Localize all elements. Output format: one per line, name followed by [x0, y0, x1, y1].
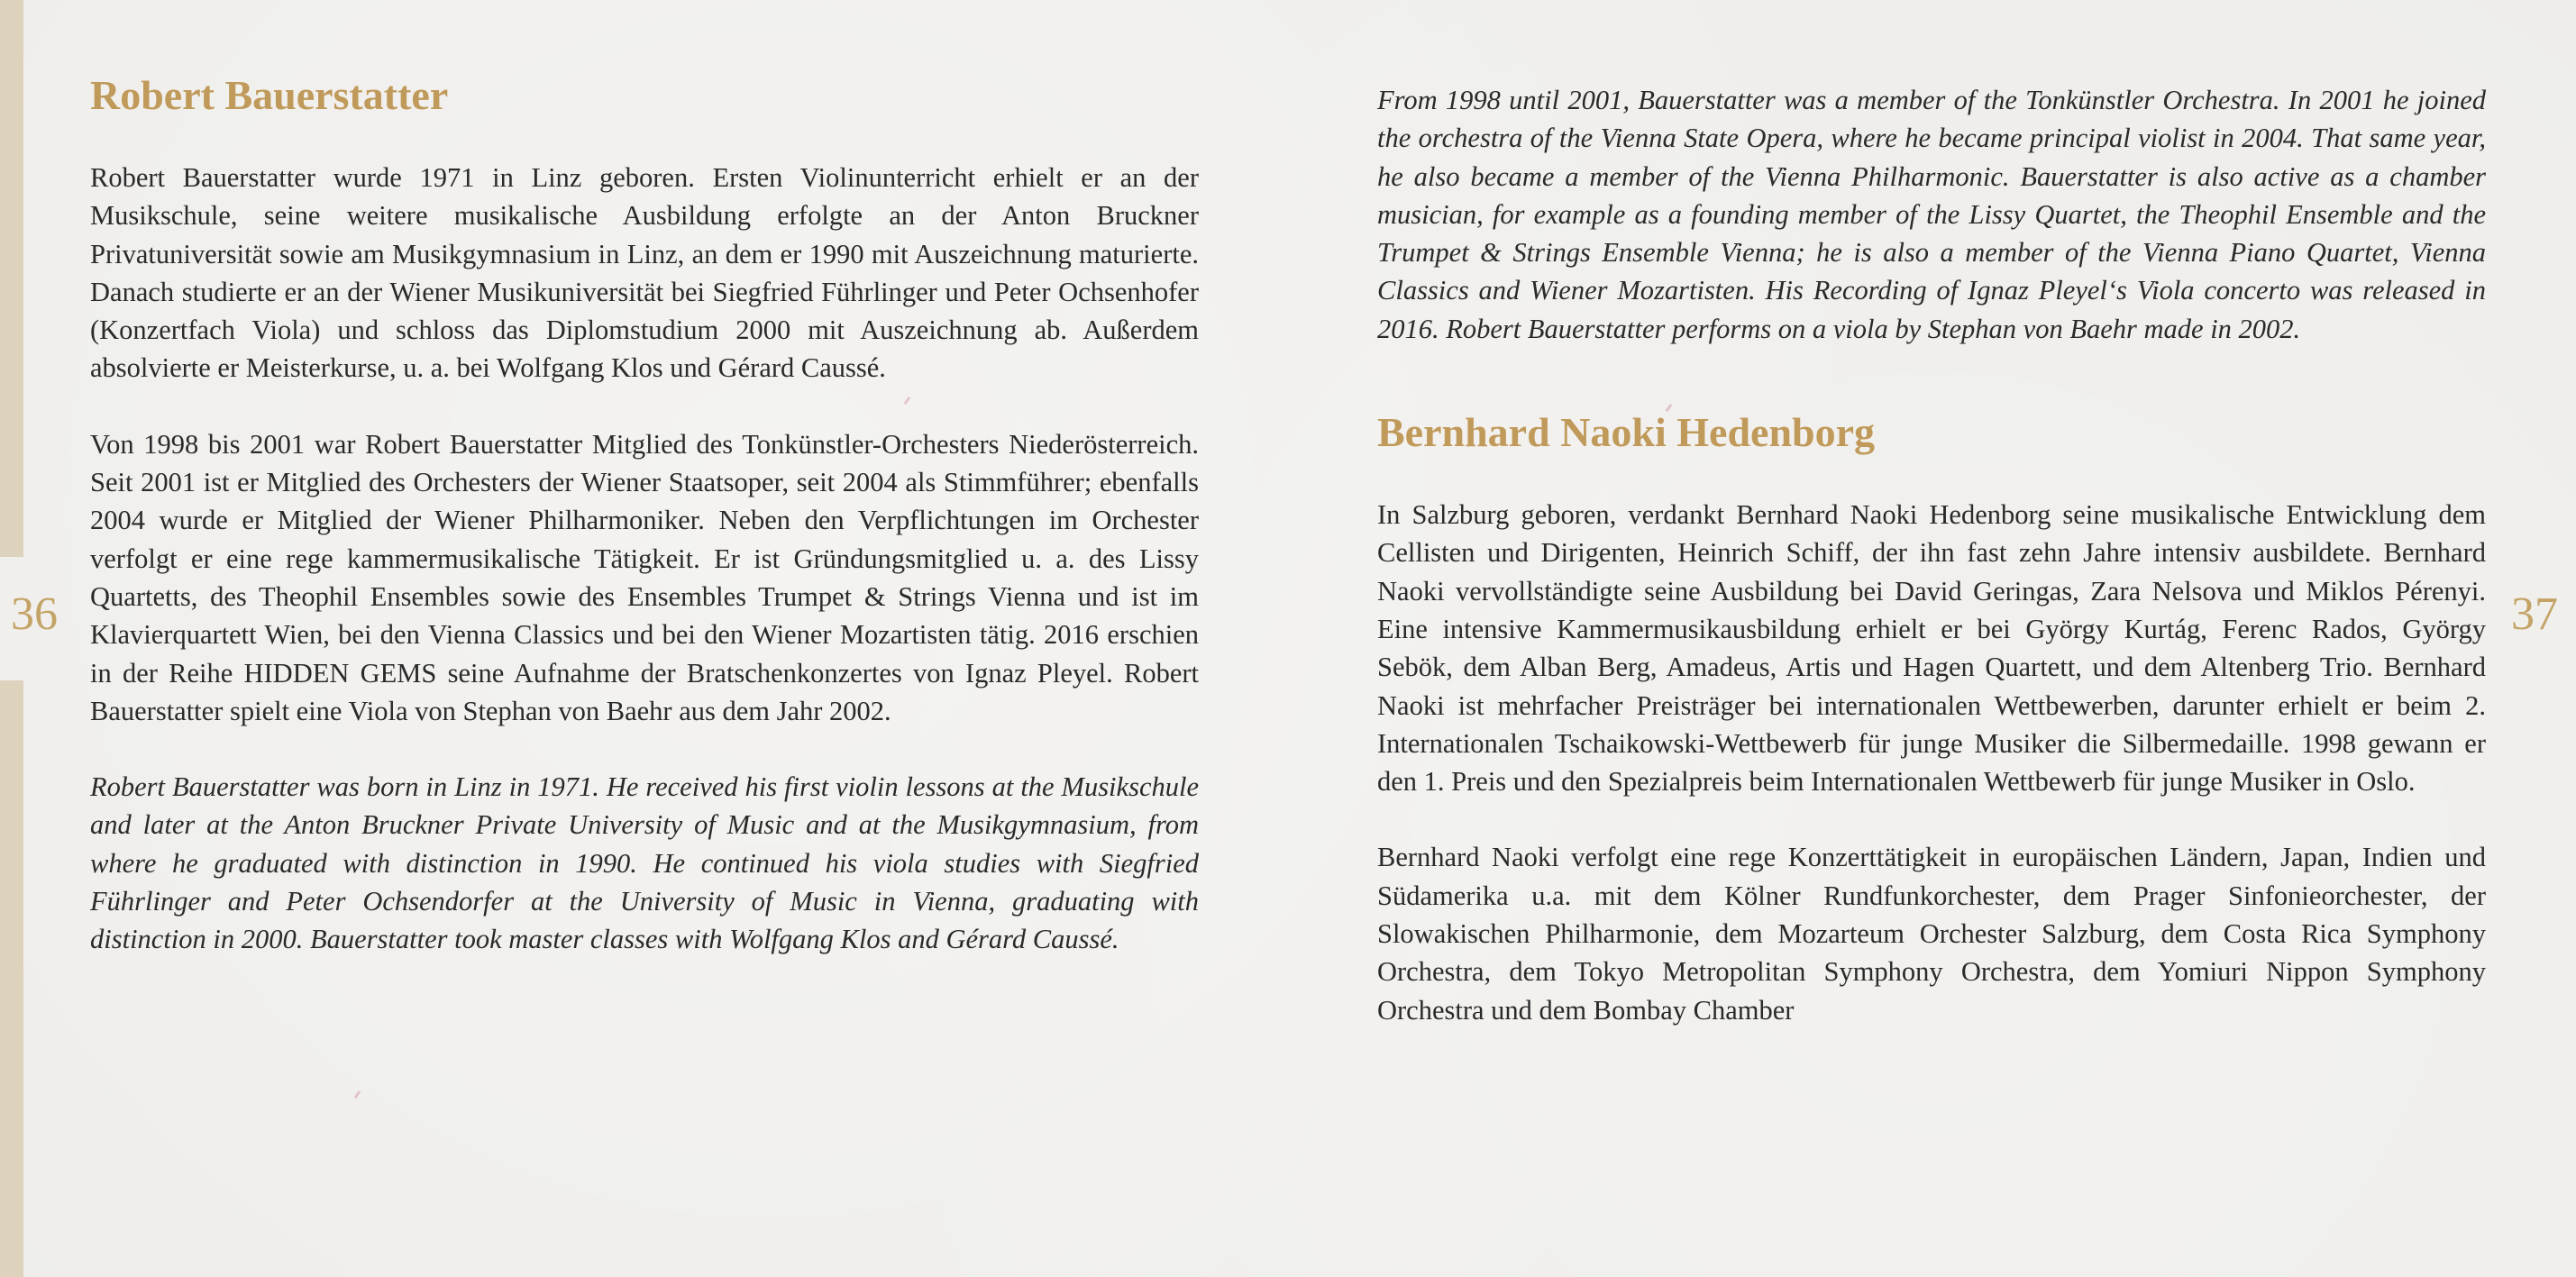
bio-paragraph-german-1: Robert Bauerstatter wurde 1971 in Linz geboren. Ersten Violinunterricht erhielt er an der Musikschule, seine weitere musikalische Ausbildung erfolgte an der Anton Bruckner Privatuniversität sowie am Musikgymnasium in Linz, an dem er 1990 mit Auszeichnung maturierte. Danach studierte er an der Wiener Musikuniversität bei Siegfried Führlinger und Peter Ochsenhofer (Konzertfach Viola) und schloss das Diplomstudium 2000 mit Auszeichnung ab. Außerdem absolvierte er Meisterkurse, u. a. bei Wolfgang Klos und Gérard Caussé.: [90, 162, 1199, 384]
bio-paragraph-english-2: From 1998 until 2001, Bauerstatter was a member of the Tonkünstler Orchestra. In 2001 he joined the orchestra of the Vienna State Opera, where he became principal violist in 2004. That same year, he also became a member of the Vienna Philharmonic. Bauerstatter is also active as a chamber musician, for example as a founding member of the Lissy Quartet, the Theophil Ensemble and the Trumpet & Strings Ensemble Vienna; he is also a member of the Vienna Piano Quartet, Vienna Classics and Wiener Mozartisten. His Recording of Ignaz Pleyel‘s Viola concerto was released in 2016. Robert Bauerstatter performs on a viola by Stephan von Baehr made in 2002.: [1377, 85, 2486, 344]
bio-paragraph-german-3: In Salzburg geboren, verdankt Bernhard Naoki Hedenborg seine musikalische Entwicklung dem Cellisten und Dirigenten, Heinrich Schiff, der ihn fast zehn Jahre intensiv ausbildete. Bernhard Naoki vervollständigte seine Ausbildung bei David Geringas, Zara Nelsova und Miklos Pérenyi. Eine intensive Kammermusikausbildung erhielt er bei György Kurtág, Ferenc Rados, György Sebök, dem Alban Berg, Amadeus, Artis und Hagen Quartett, und dem Altenberg Trio. Bernhard Naoki ist mehrfacher Preisträger bei internationalen Wettbewerben, darunter erhielt er beim 2. Internationalen Tschaikowski-Wettbewerb für junge Musiker die Silbermedaille. 1998 gewann er den 1. Preis und den Spezialpreis beim Internationalen Wettbewerb für junge Musiker in Oslo.: [1377, 499, 2486, 798]
heading-robert-bauerstatter: Robert Bauerstatter: [90, 72, 449, 118]
page-edge-bar-top: [0, 0, 23, 557]
page-edge-bar-bottom: [0, 680, 23, 1277]
heading-bernhard-naoki-hedenborg: Bernhard Naoki Hedenborg: [1377, 409, 1876, 456]
bio-paragraph-english-1: Robert Bauerstatter was born in Linz in 1971. He received his first violin lessons at the Musikschule and later at the Anton Bruckner Private University of Music and at the Musikgymnasium, from where he graduated with distinction in 1990. He continued his viola studies with Siegfried Führlinger and Peter Ochsendorfer at the University of Music in Vienna, graduating with distinction in 2000. Bauerstatter took master classes with Wolfgang Klos and Gérard Caussé.: [90, 771, 1199, 955]
bio-paragraph-german-2: Von 1998 bis 2001 war Robert Bauerstatter Mitglied des Tonkünstler-Orchesters Niederösterreich. Seit 2001 ist er Mitglied des Orchesters der Wiener Staatsoper, seit 2004 als Stimmführer; ebenfalls 2004 wurde er Mitglied der Wiener Philharmoniker. Neben den Verpflichtungen im Orchester verfolgt er eine rege kammermusikalische Tätigkeit. Er ist Gründungsmitglied u. a. des Lissy Quartetts, des Theophil Ensembles sowie des Ensembles Trumpet & Strings Vienna und ist im Klavierquartett Wien, bei den Vienna Classics und bei den Wiener Mozartisten tätig. 2016 erschien in der Reihe HIDDEN GEMS seine Aufnahme der Bratschenkonzertes von Ignaz Pleyel. Robert Bauerstatter spielt eine Viola von Stephan von Baehr aus dem Jahr 2002.: [90, 428, 1199, 726]
right-page-column: [1377, 81, 2486, 1029]
left-page-column: [90, 70, 1199, 959]
bio-paragraph-german-4: Bernhard Naoki verfolgt eine rege Konzerttätigkeit in europäischen Ländern, Japan, Indien und Südamerika u.a. mit dem Kölner Rundfunkorchester, dem Prager Sinfonieorchester, der Slowakischen Philharmonie, dem Mozarteum Orchester Salzburg, dem Costa Rica Symphony Orchestra, dem Tokyo Metropolitan Symphony Orchestra, dem Yomiuri Nippon Symphony Orchestra und dem Bombay Chamber: [1377, 842, 2486, 1026]
page-number-right: 37: [2511, 588, 2558, 640]
page-number-left: 36: [11, 588, 58, 640]
